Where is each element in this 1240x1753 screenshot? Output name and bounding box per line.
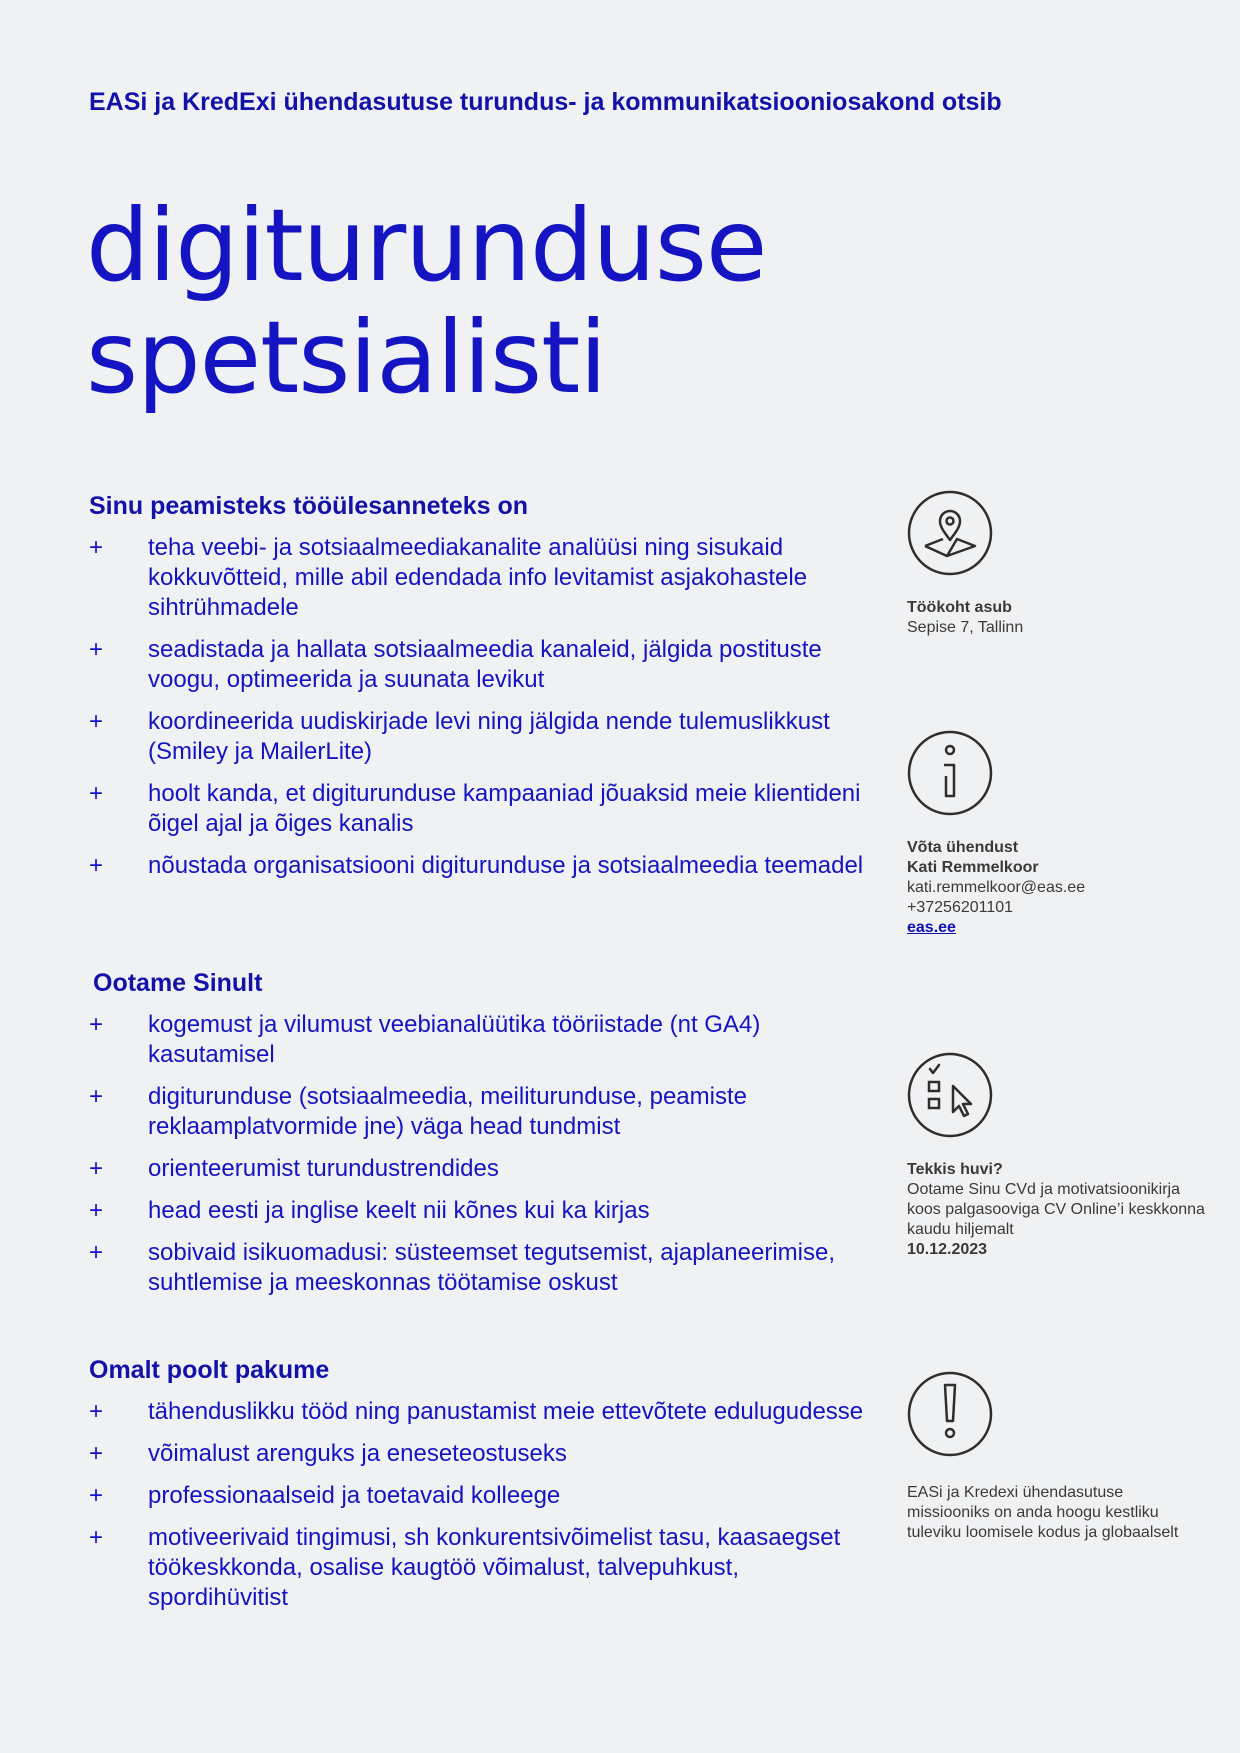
mission-text: EASi ja Kredexi ühendasutuse missiooniks on anda hoogu kestliku tuleviku loomisele kodus ja globaalselt xyxy=(907,1484,1179,1541)
list-item-text: sobivaid isikuomadusi: süsteemset tegutsemist, ajaplaneerimise, suhtlemise ja meeskonnas töötamise oskust xyxy=(148,1239,835,1296)
plus-icon: + xyxy=(89,1155,104,1182)
location-block xyxy=(907,490,1207,638)
eyebrow-text: EASi ja KredExi ühendasutuse turundus- ja kommunikatsiooniosakond otsib xyxy=(89,88,1002,116)
plus-icon: + xyxy=(89,852,104,879)
plus-icon: + xyxy=(89,1440,104,1467)
website-link[interactable]: eas.ee xyxy=(907,919,956,936)
plus-icon: + xyxy=(89,1083,104,1110)
offer-heading: Omalt poolt pakume xyxy=(89,1356,330,1384)
plus-icon: + xyxy=(89,1011,104,1038)
list-item-text: professionaalseid ja toetavaid kolleege xyxy=(148,1482,561,1509)
list-item-text: teha veebi- ja sotsiaalmeediakanalite analüüsi ning sisukaid kokkuvõtteid, mille abil edendada info levitamist asjakohastele sihtrühmadele xyxy=(148,534,808,621)
list-item-text: motiveerivaid tingimusi, sh konkurentsivõimelist tasu, kaasaegset töökeskkonda, osalise kaugtöö võimalust, talvepuhkust, spordihüvitist xyxy=(148,1524,841,1611)
checklist-cursor-icon xyxy=(907,1052,993,1138)
apply-text: Ootame Sinu CVd ja motivatsioonikirja koos palgasooviga CV Online’i keskkonna kaudu hiljemalt xyxy=(907,1181,1205,1238)
tasks-heading: Sinu peamisteks tööülesanneteks on xyxy=(89,492,529,520)
list-item xyxy=(89,635,879,695)
apply-block xyxy=(907,1052,1207,1260)
plus-icon: + xyxy=(89,636,104,663)
plus-icon: + xyxy=(89,1482,104,1509)
location-label: Töökoht asub xyxy=(907,599,1012,616)
title-line-2: spetsialisti xyxy=(86,299,607,416)
list-item-text: koordineerida uudiskirjade levi ning jälgida nende tulemuslikkust (Smiley ja MailerLite) xyxy=(148,708,830,765)
tasks-list xyxy=(89,533,879,881)
list-item-text: võimalust arenguks ja eneseteostuseks xyxy=(148,1440,567,1467)
plus-icon: + xyxy=(89,708,104,735)
list-item-text: nõustada organisatsiooni digiturunduse ja sotsiaalmeedia teemadel xyxy=(148,852,864,879)
list-item xyxy=(89,1238,879,1298)
list-item xyxy=(89,1154,879,1184)
contact-block xyxy=(907,730,1207,938)
contact-label: Võta ühendust xyxy=(907,839,1019,856)
list-item-text: hoolt kanda, et digiturunduse kampaaniad jõuaksid meie klientideni õigel ajal ja õiges kanalis xyxy=(148,780,861,837)
offer-list xyxy=(89,1397,879,1613)
page-title xyxy=(86,187,767,416)
exclamation-icon xyxy=(907,1371,993,1457)
list-item-text: head eesti ja inglise keelt nii kõnes kui ka kirjas xyxy=(148,1197,650,1224)
list-item xyxy=(89,1196,879,1226)
list-item-text: seadistada ja hallata sotsiaalmeedia kanaleid, jälgida postituste voogu, optimeerida ja suunata levikut xyxy=(148,636,822,693)
list-item xyxy=(89,1397,879,1427)
contact-phone[interactable]: +37256201101 xyxy=(907,899,1014,916)
apply-deadline: 10.12.2023 xyxy=(907,1241,988,1258)
list-item xyxy=(89,1481,879,1511)
list-item xyxy=(89,1082,879,1142)
expect-section xyxy=(89,969,879,1310)
list-item-text: tähenduslikku tööd ning panustamist meie ettevõtete edulugudesse xyxy=(148,1398,864,1425)
plus-icon: + xyxy=(89,1398,104,1425)
expect-list xyxy=(89,1010,879,1298)
offer-section xyxy=(89,1356,879,1625)
list-item-text: digiturunduse (sotsiaalmeedia, meiliturunduse, peamiste reklaamplatvormide jne) väga head tundmist xyxy=(148,1083,747,1140)
info-icon xyxy=(907,730,993,816)
list-item-text: orienteerumist turundustrendides xyxy=(148,1155,499,1182)
title-line-1: digiturunduse xyxy=(86,187,767,304)
expect-heading: Ootame Sinult xyxy=(93,969,263,997)
mission-block xyxy=(907,1371,1207,1543)
location-value: Sepise 7, Tallinn xyxy=(907,619,1024,636)
list-item xyxy=(89,1439,879,1469)
plus-icon: + xyxy=(89,780,104,807)
list-item xyxy=(89,707,879,767)
list-item xyxy=(89,533,879,623)
list-item xyxy=(89,1010,879,1070)
plus-icon: + xyxy=(89,1239,104,1266)
list-item-text: kogemust ja vilumust veebianalüütika tööriistade (nt GA4) kasutamisel xyxy=(148,1011,761,1068)
plus-icon: + xyxy=(89,534,104,561)
contact-name: Kati Remmelkoor xyxy=(907,859,1039,876)
plus-icon: + xyxy=(89,1524,104,1551)
list-item xyxy=(89,851,879,881)
plus-icon: + xyxy=(89,1197,104,1224)
tasks-section xyxy=(89,492,879,893)
list-item xyxy=(89,779,879,839)
apply-label: Tekkis huvi? xyxy=(907,1161,1003,1178)
list-item xyxy=(89,1523,879,1613)
map-pin-icon xyxy=(907,490,993,576)
contact-email[interactable]: kati.remmelkoor@eas.ee xyxy=(907,879,1086,896)
